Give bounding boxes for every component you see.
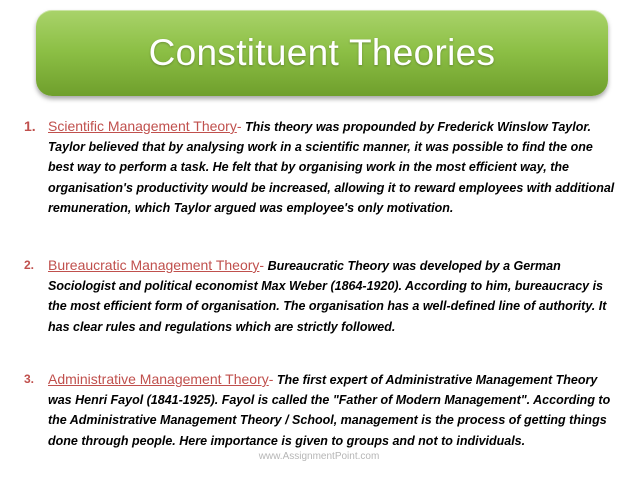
- heading-dash: -: [236, 118, 242, 134]
- list-item-administrative: [20, 369, 620, 451]
- item-body: [20, 369, 620, 451]
- item-text: The first expert of Administrative Management Theory was Henri Fayol (1841-1925). Fayol is called the "Father of Modern Management". According to the Administrative Management Theory / School, management is the process of getting things done through people. Here importance is given to groups and not to individuals.: [48, 373, 611, 448]
- list-item-scientific: [20, 116, 620, 218]
- watermark: www.AssignmentPoint.com: [258, 451, 380, 462]
- list-marker: 3.: [24, 372, 35, 386]
- slide-title: Constituent Theories: [148, 32, 496, 73]
- list-marker: 1.: [24, 118, 36, 134]
- list-item-bureaucratic: [20, 255, 620, 337]
- item-text: This theory was propounded by Frederick Winslow Taylor. Taylor believed that by analysing work in a scientific manner, it was possible to find the one best way to perform a task. He felt that by organising work in the most efficient way, the organisation's productivity would be increased, allowing it to reward employees with additional remuneration, which Taylor argued was employee's only motivation.: [48, 120, 615, 215]
- item-heading: Administrative Management Theory: [48, 371, 269, 387]
- item-heading: Scientific Management Theory: [48, 118, 237, 134]
- item-body: [20, 116, 620, 218]
- heading-dash: -: [259, 257, 265, 273]
- list-marker: 2.: [24, 258, 35, 272]
- item-heading: Bureaucratic Management Theory: [48, 257, 260, 273]
- item-body: [20, 255, 620, 337]
- item-text: Bureaucratic Theory was developed by a German Sociologist and political economist Max Weber (1864-1920). According to him, bureaucracy is the most efficient form of organisation. The organisation has a well-defined line of authority. It has clear rules and regulations which are strictly followed.: [48, 259, 607, 334]
- heading-dash: -: [268, 371, 274, 387]
- title-banner: [36, 10, 608, 96]
